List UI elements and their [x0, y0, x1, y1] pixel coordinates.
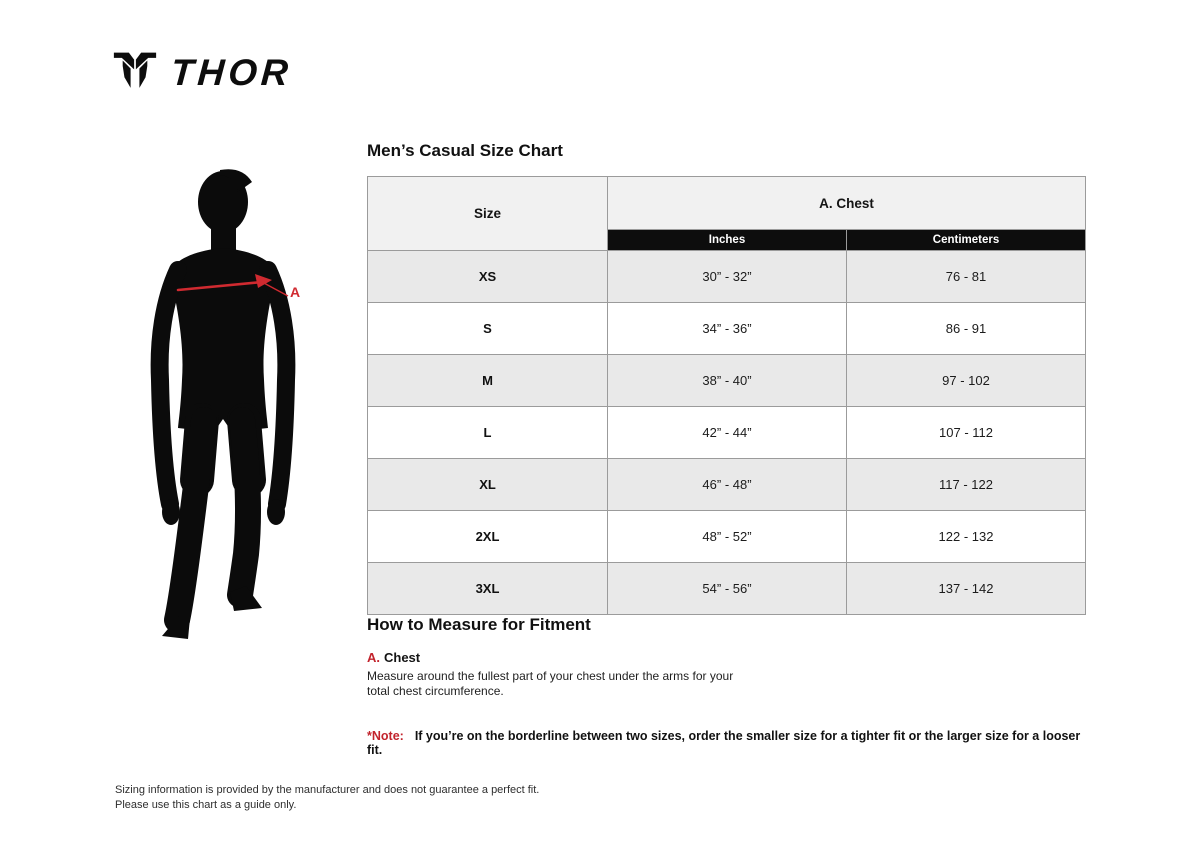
measure-name: Chest [384, 650, 421, 665]
centimeters-cell: 97 - 102 [847, 355, 1086, 407]
centimeters-cell: 76 - 81 [847, 251, 1086, 303]
inches-cell: 30” - 32” [608, 251, 847, 303]
note-label: *Note: [367, 729, 404, 743]
thor-logo [112, 50, 292, 94]
footer-line: Sizing information is provided by the manufacturer and does not guarantee a perfect fit. [115, 784, 540, 796]
centimeters-cell: 117 - 122 [847, 459, 1086, 511]
inches-cell: 38” - 40” [608, 355, 847, 407]
size-cell: M [368, 355, 608, 407]
inches-cell: 42” - 44” [608, 407, 847, 459]
table-row [368, 407, 1086, 459]
column-header-inches: Inches [608, 230, 847, 251]
centimeters-cell: 107 - 112 [847, 407, 1086, 459]
table-row [368, 459, 1086, 511]
table-row [368, 355, 1086, 407]
measure-description-line: total chest circumference. [367, 684, 504, 698]
size-cell: 2XL [368, 511, 608, 563]
column-header-size: Size [368, 177, 608, 251]
inches-cell: 46” - 48” [608, 459, 847, 511]
table-row [368, 511, 1086, 563]
centimeters-cell: 122 - 132 [847, 511, 1086, 563]
sizing-note [367, 729, 1085, 757]
note-text: If you’re on the borderline between two sizes, order the smaller size for a tighter fit or the larger size for a looser fit. [367, 729, 1081, 757]
column-header-chest: A. Chest [608, 177, 1086, 230]
size-cell: 3XL [368, 563, 608, 615]
measurement-figure [150, 168, 320, 642]
thor-horns-icon [112, 50, 158, 94]
centimeters-cell: 137 - 142 [847, 563, 1086, 615]
inches-cell: 48” - 52” [608, 511, 847, 563]
footer-line: Please use this chart as a guide only. [115, 798, 297, 811]
page-title: Men’s Casual Size Chart [367, 141, 563, 160]
measure-heading: How to Measure for Fitment [367, 615, 591, 634]
chest-marker-label: A [290, 284, 301, 300]
centimeters-cell: 86 - 91 [847, 303, 1086, 355]
table-row [368, 251, 1086, 303]
table-row [368, 303, 1086, 355]
size-cell: L [368, 407, 608, 459]
table-row [368, 563, 1086, 615]
size-cell: XS [368, 251, 608, 303]
size-cell: XL [368, 459, 608, 511]
size-cell: S [368, 303, 608, 355]
measure-item-chest [367, 650, 1085, 699]
size-chart-table [367, 176, 1086, 615]
thor-logo-text: THOR [169, 51, 294, 93]
column-header-centimeters: Centimeters [847, 230, 1086, 251]
male-silhouette-figure [150, 168, 320, 642]
inches-cell: 54” - 56” [608, 563, 847, 615]
inches-cell: 34” - 36” [608, 303, 847, 355]
main-content [367, 141, 1085, 757]
measure-description-line: Measure around the fullest part of your chest under the arms for your [367, 669, 734, 683]
measure-key: A. [367, 650, 380, 665]
footer-disclaimer [115, 783, 539, 812]
